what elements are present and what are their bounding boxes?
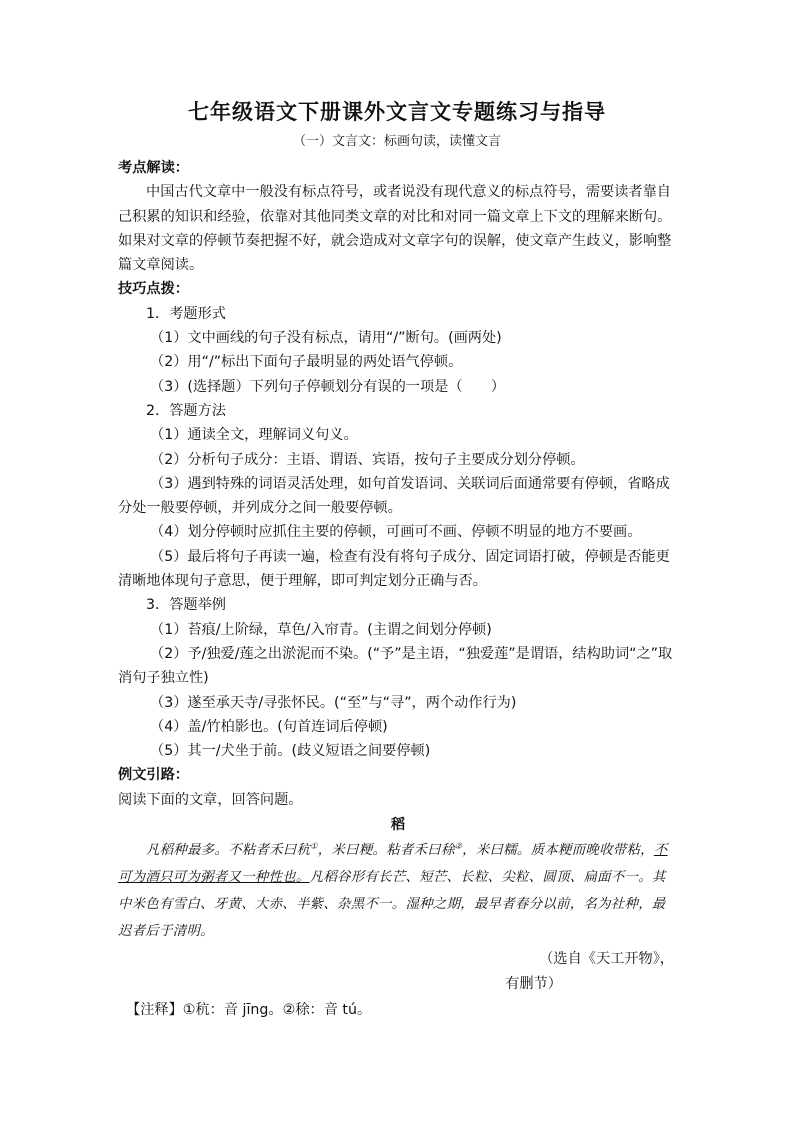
- section-heading-kaodian: 考点解读：: [118, 160, 189, 176]
- section-heading-jiqiao: 技巧点拨：: [118, 281, 189, 298]
- list-item: （4）盖/竹柏影也。(句首连词后停顿): [150, 718, 388, 735]
- subsection-title-kaoti: 1．考题形式: [146, 305, 226, 322]
- list-item: （1）苔痕/上阶绿，草色/入帘青。(主谓之间划分停顿): [150, 621, 492, 638]
- classical-passage: [118, 837, 678, 945]
- passage-source: （选自《天工开物》，: [539, 951, 674, 968]
- list-item: （5）最后将句子再读一遍，检查有没有将句子成分、固定词语打破，停顿是否能更清晰地体现句子意思，便于理解，即可判定划分正确与否。: [118, 548, 670, 590]
- list-item: （2）分析句子成分：主语、谓语、宾语，按句子主要成分划分停顿。: [150, 451, 585, 468]
- footnote-marker: ①: [310, 841, 318, 851]
- passage-text: 凡稻种最多。不粘者禾曰秔: [146, 843, 311, 859]
- footnote-marker: ②: [454, 841, 463, 851]
- passage-text: ，米曰粳。粘者禾曰稌: [317, 843, 455, 859]
- list-item: （1）文中画线的句子没有标点，请用“/”断句。(画两处): [150, 330, 502, 347]
- underlined-sentence: 不可为酒只可为粥者又一种性也。: [118, 843, 668, 886]
- list-item: （2）予/独爱/莲之出淤泥而不染。(“予”是主语，“独爱莲”是谓语，结构助词“之”取消句子独立性): [118, 645, 673, 687]
- section-heading-liwen: 例文引路：: [118, 767, 189, 784]
- list-item: （3）(选择题）下列句子停顿划分有误的一项是（ ）: [150, 378, 506, 395]
- list-item: （5）其一/犬坐于前。(歧义短语之间要停顿): [150, 743, 431, 760]
- list-item: （1）通读全文，理解词义句义。: [150, 427, 358, 444]
- passage-title: 稻: [390, 817, 406, 834]
- subsection-title-juli: 3．答题举例: [146, 597, 226, 614]
- reading-instruction: 阅读下面的文章，回答问题。: [118, 791, 303, 808]
- document-body: [118, 156, 678, 1022]
- kaodian-paragraph: 中国古代文章中一般没有标点符号，或者说没有现代意义的标点符号，需要读者靠自己积累的知识和经验，依靠对其他同类文章的对比和对同一篇文章上下文的理解来断句。如果对文章的停顿节奏把握不好，就会造成对文章字句的误解，使文章产生歧义，影响整篇文章阅读。: [118, 184, 672, 274]
- subsection-title-fangfa: 2．答题方法: [146, 402, 226, 419]
- list-item: （3）遂至承天寺/寻张怀民。(“至”与“寻”，两个动作行为): [150, 694, 517, 711]
- list-item: （3）遇到特殊的词语灵活处理，如句首发语词、关联词后面通常要有停顿，省略成分处一般要停顿，并列成分之间一般要停顿。: [118, 475, 670, 517]
- document-title: 七年级语文下册课外文言文专题练习与指导: [188, 100, 606, 124]
- passage-source-note: 有删节）: [505, 975, 562, 992]
- passage-text: ，米曰糯。质本粳而晚收带粘，: [462, 843, 654, 859]
- passage-text: 凡稻谷形有长芒、短芒、长粒、尖粒、圆顶、扁面不一。其中米色有雪白、牙黄、大赤、半紫、杂黑不一。湿种之期，最早者春分以前，名为社种，最迟者后于清明。: [118, 870, 666, 940]
- document-subtitle: （一）文言文：标画句读，读懂文言: [292, 134, 501, 149]
- list-item: （2）用“/”标出下面句子最明显的两处语气停顿。: [150, 354, 463, 371]
- annotation-note: 【注释】①秔：音 jīng。②稌：音 tú。: [126, 1001, 372, 1018]
- list-item: （4）划分停顿时应抓住主要的停顿，可画可不画、停顿不明显的地方不要画。: [150, 524, 642, 541]
